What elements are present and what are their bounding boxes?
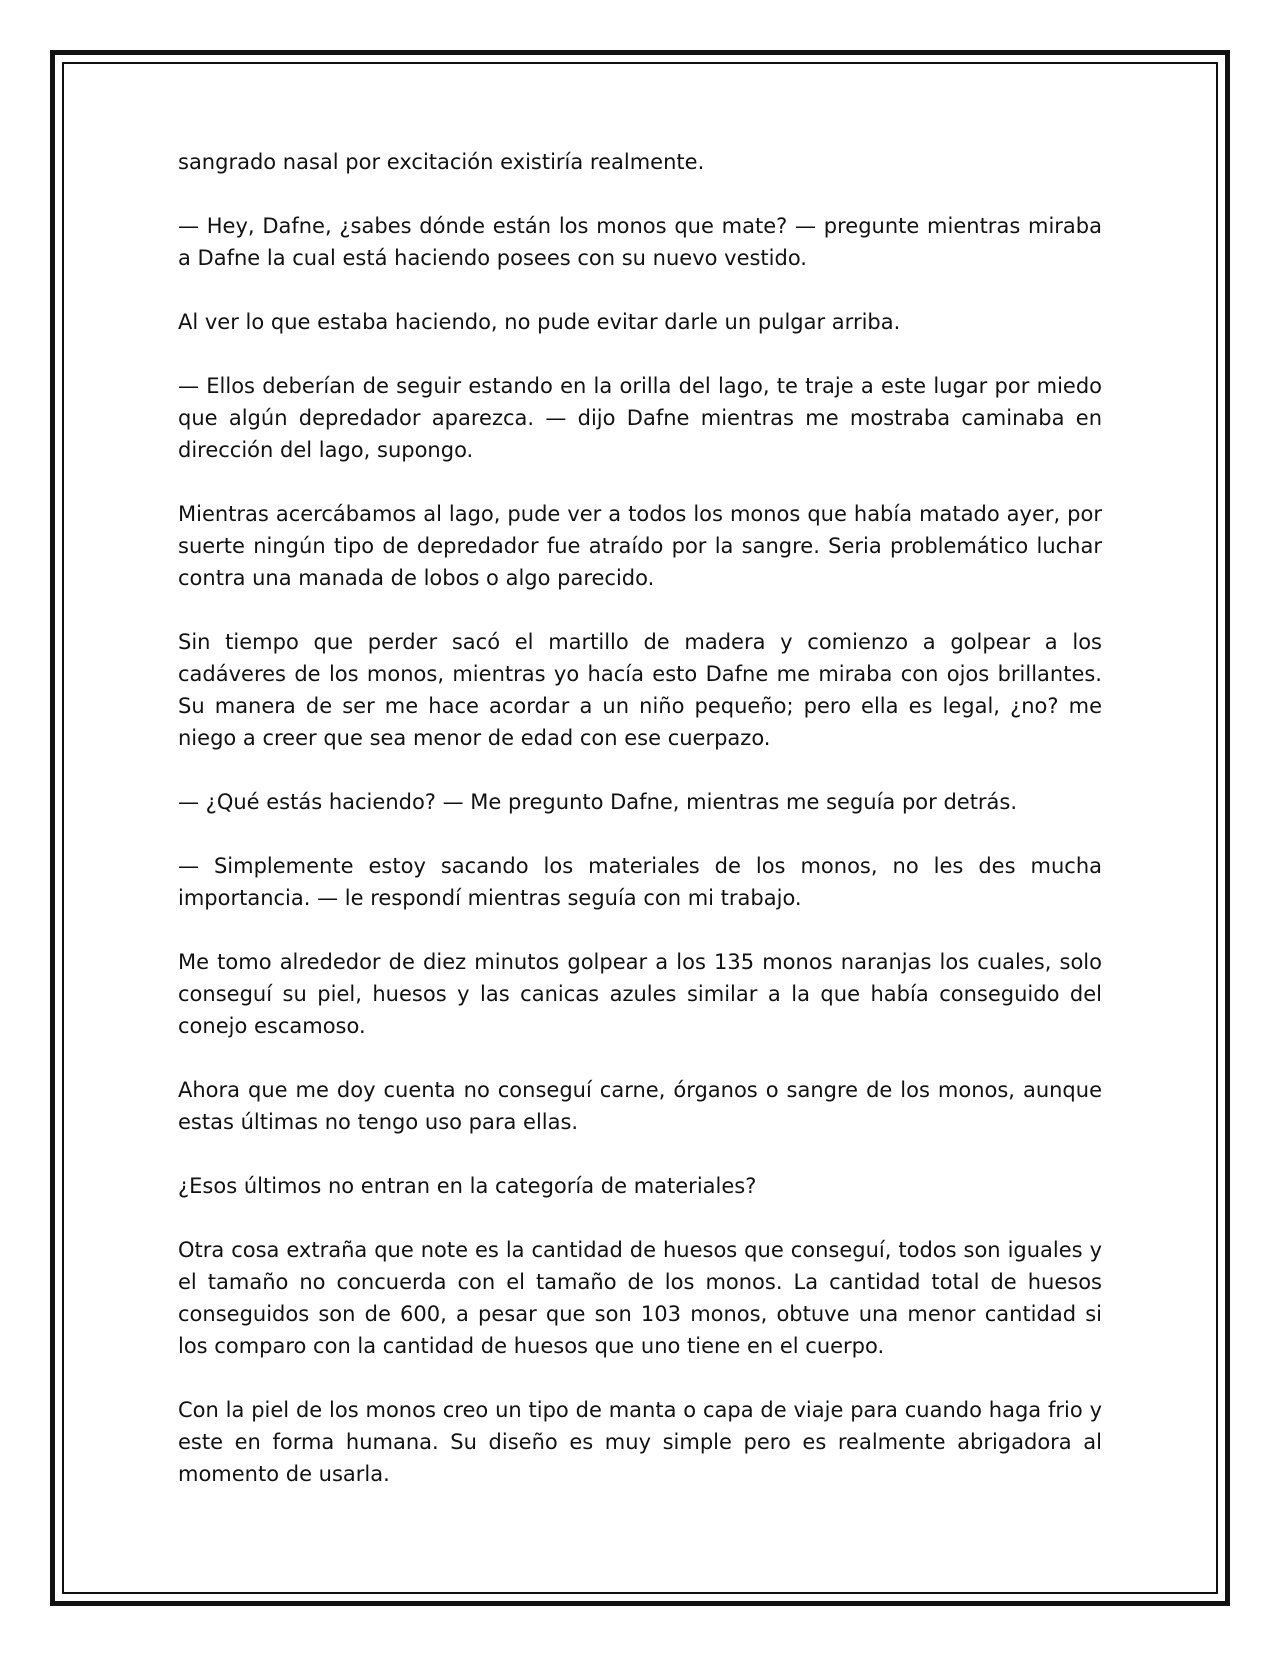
paragraph: Sin tiempo que perder sacó el martillo de madera y comienzo a golpear a los cadáveres de los monos, mientras yo hacía esto Dafne me miraba con ojos brillantes. Su manera de ser me hace acordar a un niño pequeño; pero ella es legal, ¿no? me niego a creer que sea menor de edad con ese cuerpazo.	[178, 630, 1102, 750]
page-body	[178, 146, 1102, 1490]
paragraph: — Ellos deberían de seguir estando en la orilla del lago, te traje a este lugar por miedo que algún depredador aparezca. — dijo Dafne mientras me mostraba caminaba en dirección del lago, supongo.	[178, 374, 1102, 462]
paragraph: Con la piel de los monos creo un tipo de manta o capa de viaje para cuando haga frio y este en forma humana. Su diseño es muy simple pero es realmente abrigadora al momento de usarla.	[178, 1398, 1102, 1486]
paragraph: ¿Esos últimos no entran en la categoría de materiales?	[178, 1174, 757, 1198]
paragraph: Al ver lo que estaba haciendo, no pude evitar darle un pulgar arriba.	[178, 310, 901, 334]
paragraph: Otra cosa extraña que note es la cantidad de huesos que conseguí, todos son iguales y el tamaño no concuerda con el tamaño de los monos. La cantidad total de huesos conseguidos son de 600, a pesar que son 103 monos, obtuve una menor cantidad si los comparo con la cantidad de huesos que uno tiene en el cuerpo.	[178, 1238, 1102, 1358]
paragraph: Me tomo alrededor de diez minutos golpear a los 135 monos naranjas los cuales, solo conseguí su piel, huesos y las canicas azules similar a la que había conseguido del conejo escamoso.	[178, 950, 1102, 1038]
paragraph: sangrado nasal por excitación existiría realmente.	[178, 150, 705, 174]
paragraph: Mientras acercábamos al lago, pude ver a todos los monos que había matado ayer, por suerte ningún tipo de depredador fue atraído por la sangre. Seria problemático luchar contra una manada de lobos o algo parecido.	[178, 502, 1102, 590]
paragraph: — Simplemente estoy sacando los materiales de los monos, no les des mucha importancia. — le respondí mientras seguía con mi trabajo.	[178, 854, 1102, 910]
paragraph: — ¿Qué estás haciendo? — Me pregunto Dafne, mientras me seguía por detrás.	[178, 790, 1018, 814]
paragraph: — Hey, Dafne, ¿sabes dónde están los monos que mate? — pregunte mientras miraba a Dafne la cual está haciendo posees con su nuevo vestido.	[178, 214, 1102, 270]
paragraph: Ahora que me doy cuenta no conseguí carne, órganos o sangre de los monos, aunque estas últimas no tengo uso para ellas.	[178, 1078, 1102, 1134]
